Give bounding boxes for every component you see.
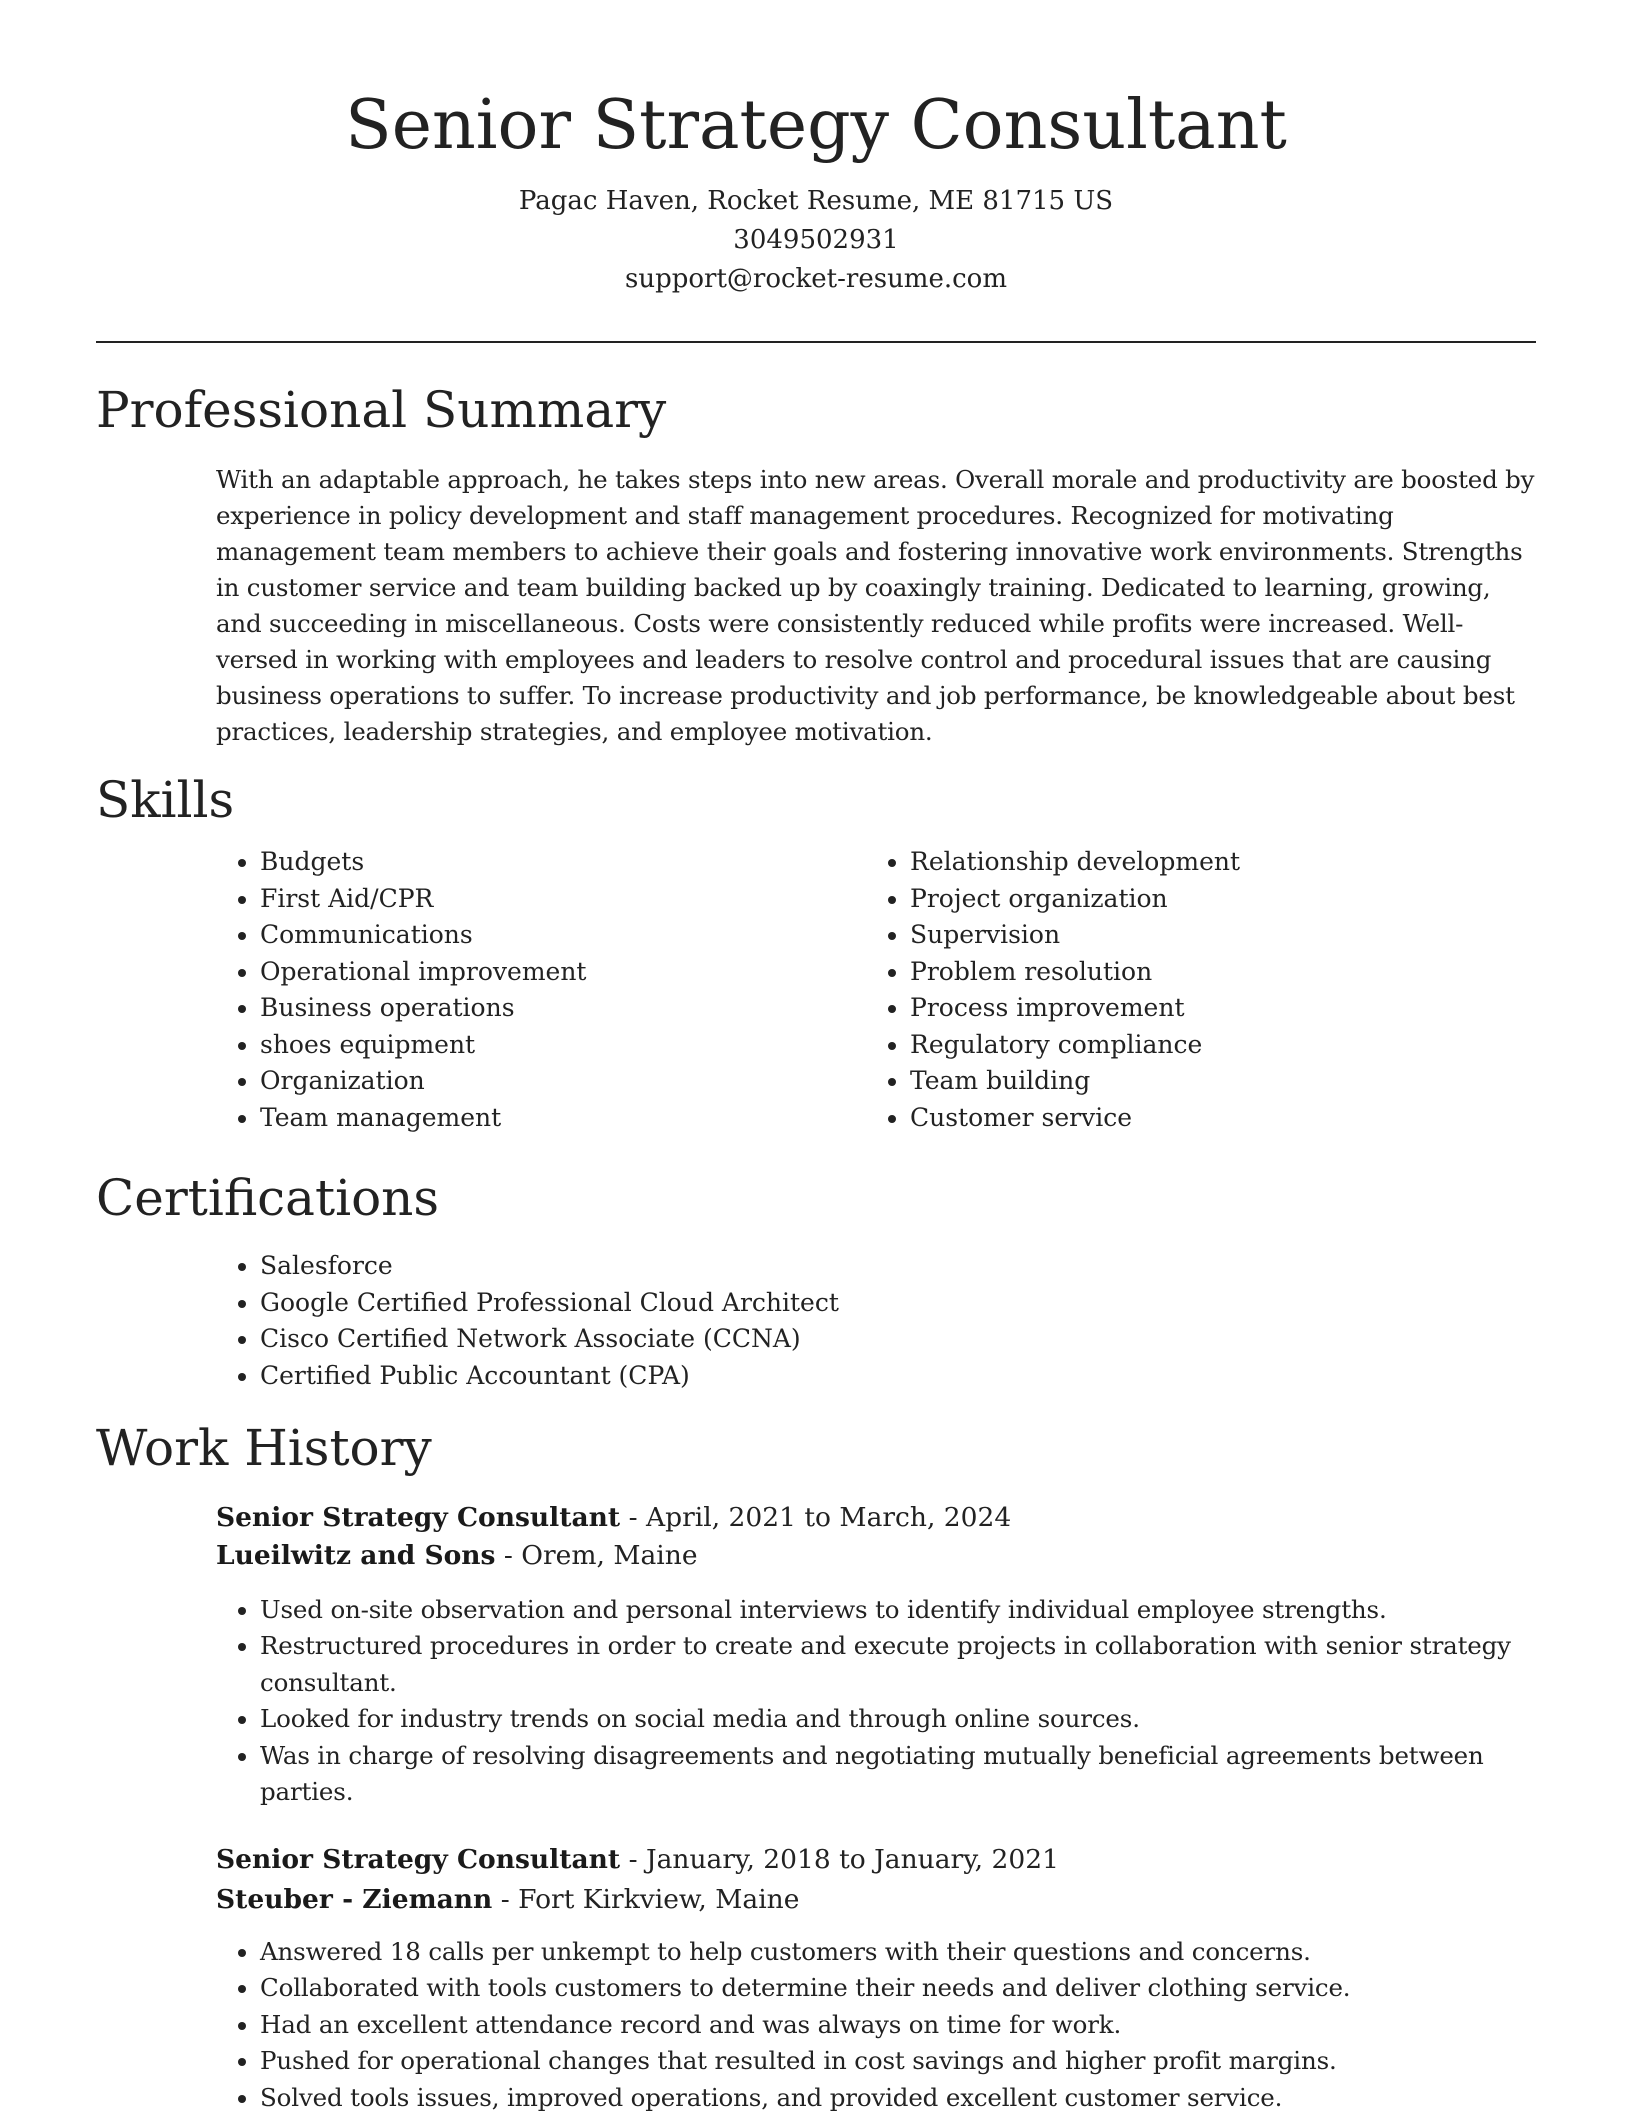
candidate-name: Senior Strategy Consultant — [345, 86, 1287, 165]
skill-item: • Relationship development — [910, 844, 1486, 881]
header-divider — [96, 341, 1536, 343]
job-location: - Fort Kirkview, Maine — [492, 1884, 800, 1915]
job-company: Lueilwitz and Sons — [216, 1540, 496, 1571]
certification-item: • Certified Public Accountant (CPA) — [260, 1358, 1516, 1395]
skills-right-list — [866, 844, 1486, 1136]
certifications-list — [216, 1248, 1516, 1394]
job-location: - Orem, Maine — [495, 1540, 698, 1571]
certification-item: • Cisco Certified Network Associate (CCNA) — [260, 1321, 1516, 1358]
summary-heading: Professional Summary — [96, 381, 667, 439]
certifications-block — [216, 1248, 1516, 1394]
job-company-line — [216, 1880, 1536, 1919]
job-bullet: • Used on-site observation and personal interviews to identify individual employee strengths. — [260, 1592, 1536, 1628]
contact-email: support@rocket-resume.com — [624, 264, 1007, 294]
skills-left-list — [216, 844, 836, 1136]
certification-item: • Salesforce — [260, 1248, 1516, 1285]
skill-item: • Budgets — [260, 844, 836, 881]
job-title-line — [216, 1498, 1536, 1537]
skills-right-column — [866, 844, 1486, 1136]
skill-item: • Business operations — [260, 990, 836, 1027]
job-dates: - April, 2021 to March, 2024 — [620, 1502, 1012, 1533]
skills-heading: Skills — [96, 771, 235, 829]
summary-text: With an adaptable approach, he takes steps into new areas. Overall morale and productivity are boosted by experience in policy development and staff management procedures. Recognized for motivating management team members to achieve their goals and fostering innovative work environments. Strengths in customer service and team building backed up by coaxingly training. Dedicated to learning, growing, and succeeding in miscellaneous. Costs were consistently reduced while profits were increased. Well-versed in working with employees and leaders to resolve control and procedural issues that are causing business operations to suffer. To increase productivity and job performance, be knowledgeable about best practices, leadership strategies, and employee motivation. — [216, 465, 1535, 746]
job-bullet-list — [216, 1934, 1536, 2116]
job-bullet: • Answered 18 calls per unkempt to help customers with their questions and concerns. — [260, 1934, 1536, 1970]
job-company: Steuber - Ziemann — [216, 1884, 493, 1915]
skill-item: • Operational improvement — [260, 954, 836, 991]
job-bullet: • Had an excellent attendance record and was always on time for work. — [260, 2007, 1536, 2043]
job-bullet: • Collaborated with tools customers to determine their needs and deliver clothing service. — [260, 1970, 1536, 2006]
job-title: Senior Strategy Consultant — [216, 1502, 621, 1533]
skill-item: • Process improvement — [910, 990, 1486, 1027]
resume-header — [96, 80, 1536, 299]
job-bullets — [216, 1934, 1536, 2116]
skill-item: • shoes equipment — [260, 1027, 836, 1064]
job-bullet: • Looked for industry trends on social media and through online sources. — [260, 1701, 1536, 1737]
job-bullet: • Restructured procedures in order to create and execute projects in collaboration with senior strategy consultant. — [260, 1628, 1536, 1701]
skill-item: • Regulatory compliance — [910, 1027, 1486, 1064]
job-title-line — [216, 1840, 1536, 1879]
job-bullet: • Pushed for operational changes that resulted in cost savings and higher profit margins. — [260, 2043, 1536, 2079]
skills-left-column — [216, 844, 836, 1136]
skill-item: • Organization — [260, 1063, 836, 1100]
skill-item: • Team management — [260, 1100, 836, 1137]
job-company-line — [216, 1536, 1536, 1575]
skill-item: • Problem resolution — [910, 954, 1486, 991]
skill-item: • Project organization — [910, 881, 1486, 918]
skill-item: • Team building — [910, 1063, 1486, 1100]
job-dates: - January, 2018 to January, 2021 — [620, 1844, 1059, 1875]
skill-item: • First Aid/CPR — [260, 881, 836, 918]
job-title: Senior Strategy Consultant — [216, 1844, 621, 1875]
skill-item: • Customer service — [910, 1100, 1486, 1137]
contact-phone: 3049502931 — [733, 225, 899, 255]
skill-item: • Communications — [260, 917, 836, 954]
job-bullet: • Was in charge of resolving disagreements and negotiating mutually beneficial agreements between parties. — [260, 1738, 1536, 1811]
job-bullet: • Solved tools issues, improved operations, and provided excellent customer service. — [260, 2080, 1536, 2116]
job-bullet-list — [216, 1592, 1536, 1810]
certification-item: • Google Certified Professional Cloud Architect — [260, 1285, 1516, 1322]
contact-address: Pagac Haven, Rocket Resume, ME 81715 US — [518, 186, 1114, 216]
certifications-heading: Certifications — [96, 1169, 440, 1227]
work-history-heading: Work History — [96, 1419, 432, 1477]
skill-item: • Supervision — [910, 917, 1486, 954]
job-bullets — [216, 1592, 1536, 1810]
